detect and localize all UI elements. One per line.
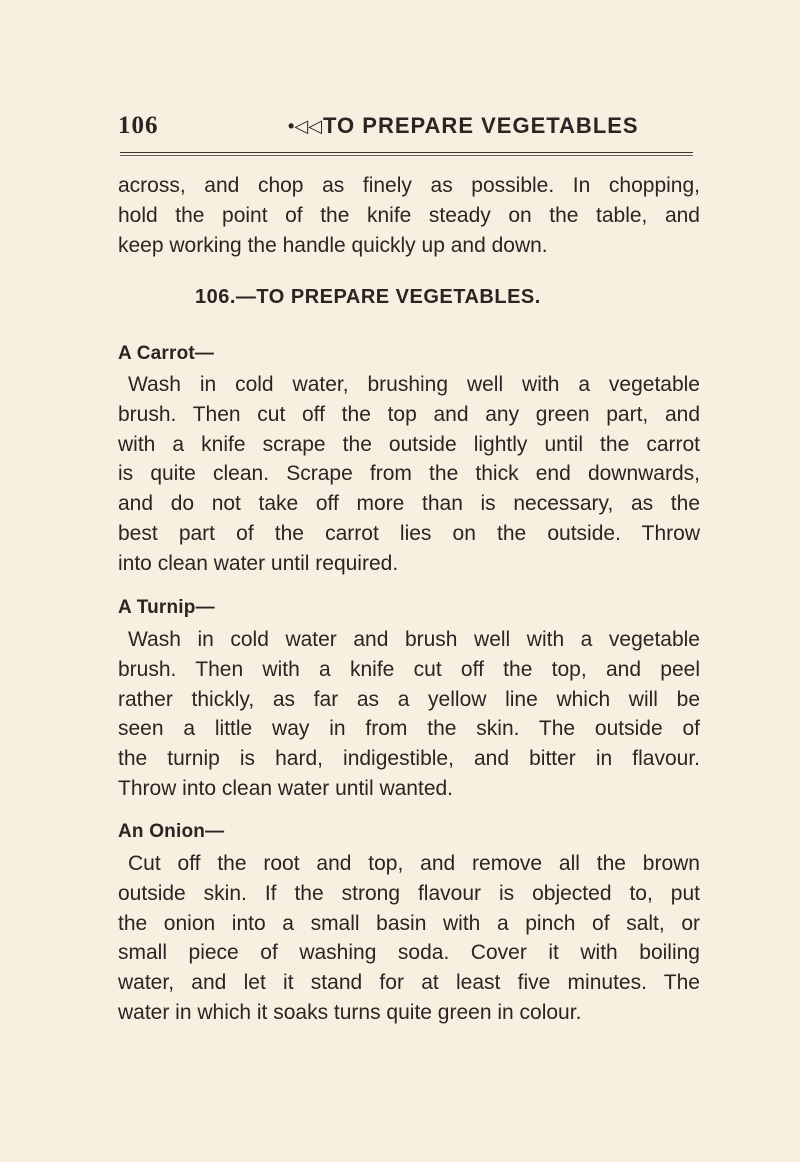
header-rule xyxy=(120,152,693,153)
text-line: best part of the carrot lies on the outside. Throw xyxy=(118,521,700,545)
text-line: the onion into a small basin with a pinch of salt, or xyxy=(118,911,700,935)
text-line: Throw into clean water until wanted. xyxy=(118,776,454,800)
text-line: water in which it soaks turns quite green in colour. xyxy=(118,1000,582,1024)
page-number: 106 xyxy=(118,112,159,139)
text-line: rather thickly, as far as a yellow line which will be xyxy=(118,687,700,711)
text-line: the turnip is hard, indigestible, and bitter in flavour. xyxy=(118,747,700,771)
text-line: Wash in cold water, brushing well with a vegetable xyxy=(128,373,700,396)
text-line: keep working the handle quickly up and down. xyxy=(118,233,548,257)
text-line: brush. Then with a knife cut off the top, and peel xyxy=(118,657,700,681)
text-line: and do not take off more than is necessary, as the xyxy=(118,492,700,516)
text-line: water, and let it stand for at least five minutes. The xyxy=(118,971,700,995)
ornament-icon: •◁◁ xyxy=(288,116,322,136)
text-line: across, and chop as finely as possible. In chopping, xyxy=(118,174,700,197)
text-line: is quite clean. Scrape from the thick end downwards, xyxy=(118,462,700,486)
text-line: into clean water until required. xyxy=(118,551,399,575)
running-head xyxy=(118,110,700,142)
carrot-heading: A Carrot— xyxy=(118,343,215,364)
intro-paragraph xyxy=(118,171,700,260)
text-line: hold the point of the knife steady on the table, and xyxy=(118,203,700,227)
turnip-paragraph xyxy=(118,625,700,804)
section-heading: 106.—TO PREPARE VEGETABLES. xyxy=(195,286,541,308)
text-line: with a knife scrape the outside lightly until the carrot xyxy=(118,432,700,456)
running-title: TO PREPARE VEGETABLES xyxy=(323,113,639,138)
text-line: brush. Then cut off the top and any green part, and xyxy=(118,402,700,426)
turnip-heading: A Turnip— xyxy=(118,597,215,618)
text-line: small piece of washing soda. Cover it with boiling xyxy=(118,941,700,965)
text-line: seen a little way in from the skin. The outside of xyxy=(118,717,700,741)
text-line: Wash in cold water and brush well with a vegetable xyxy=(128,628,700,651)
onion-heading: An Onion— xyxy=(118,821,225,842)
text-line: Cut off the root and top, and remove all the brown xyxy=(128,852,700,875)
text-line: outside skin. If the strong flavour is objected to, put xyxy=(118,881,700,905)
onion-paragraph xyxy=(118,849,700,1028)
carrot-paragraph xyxy=(118,370,700,579)
